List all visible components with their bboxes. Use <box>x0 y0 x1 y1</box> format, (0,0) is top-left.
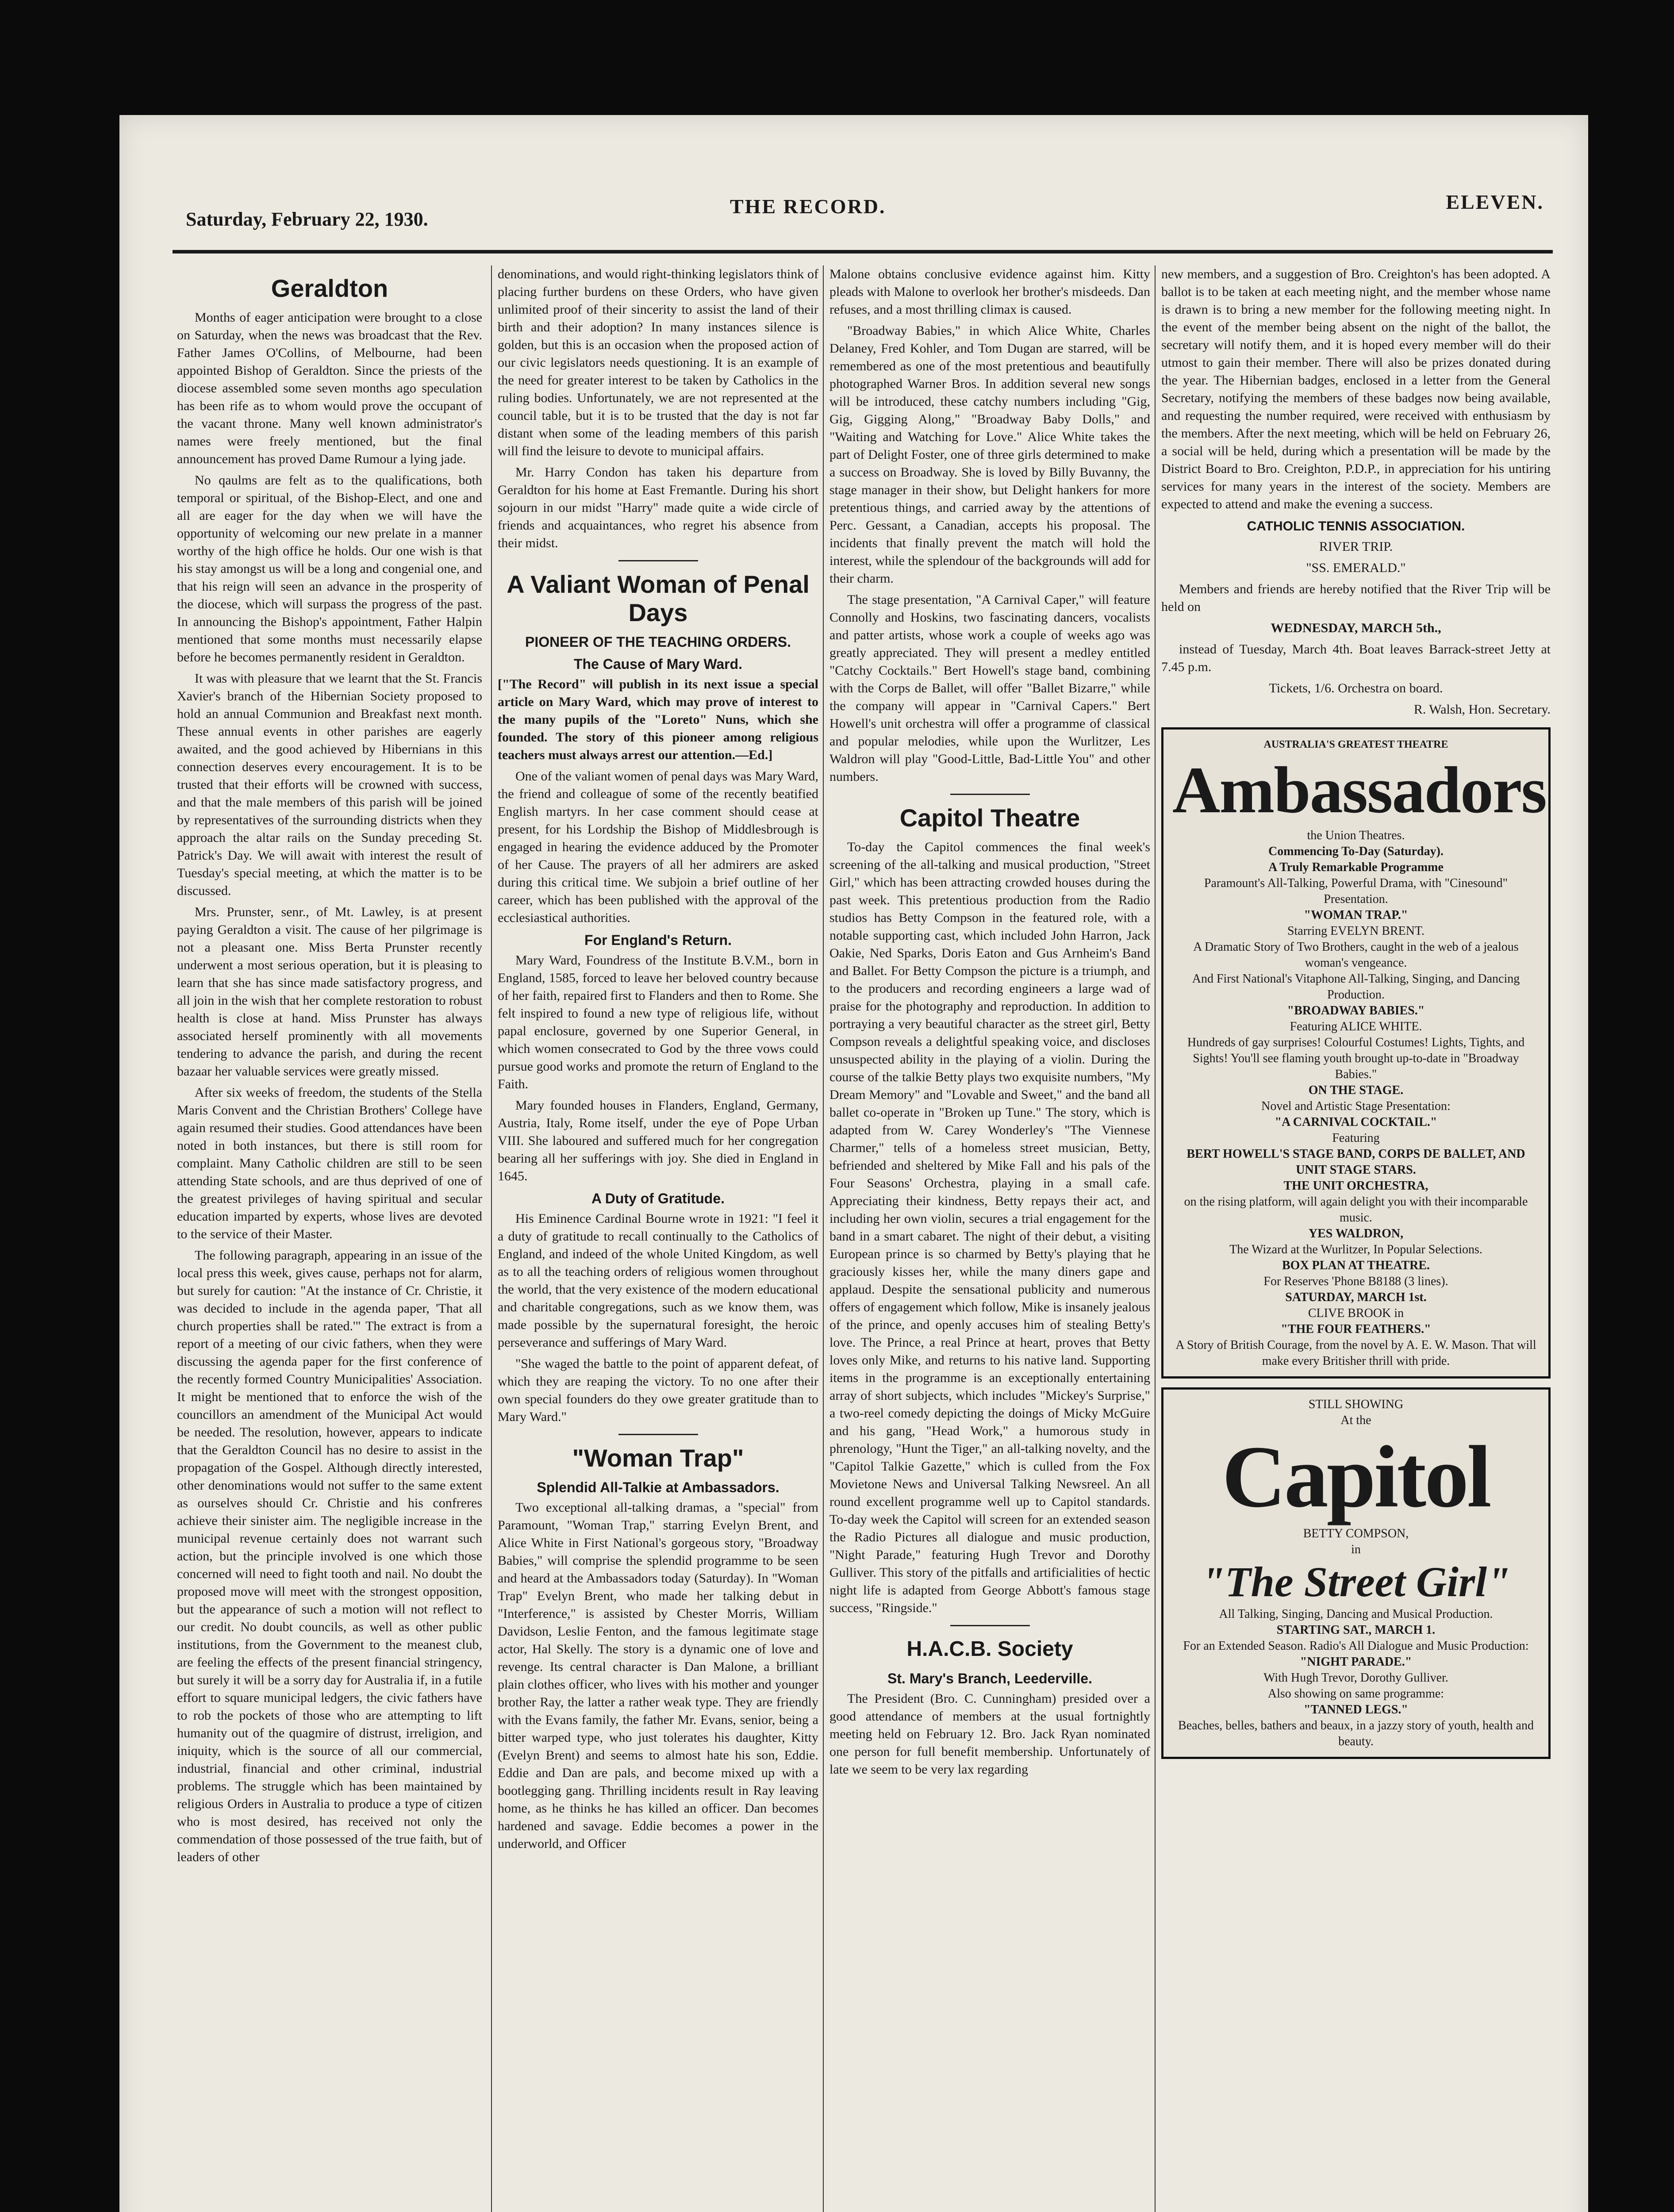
divider <box>950 1625 1030 1626</box>
ad-line: THE UNIT ORCHESTRA, <box>1283 1179 1428 1193</box>
gratitude-heading: A Duty of Gratitude. <box>591 1190 725 1206</box>
tennis-sub1: RIVER TRIP. <box>1319 539 1393 554</box>
capitol-ad <box>1161 1387 1551 1759</box>
street-girl-title: "The Street Girl" <box>1201 1558 1511 1605</box>
column-4 <box>1161 265 1551 1768</box>
geraldton-heading: Geraldton <box>271 274 388 302</box>
hacb-heading: H.A.C.B. Society <box>906 1637 1073 1661</box>
film-title: "TANNED LEGS." <box>1304 1703 1408 1717</box>
article-paragraph: The following paragraph, appearing in an issue of the local press this week, gives cause, perhaps not for alarm, but surely for caution: "At the instance of Cr. Christie, it was decided to include in the agenda paper, 'That all church properties shall be rated.'" The extract is from a report of a meeting of our civic fathers, when they were discussing the agenda paper for the first conference of the recently formed Country Municipalities' Association. It might be mentioned that to enforce the wish of the councillors an amendment of the Municipal Act would be needed. The resolution, however, appears to indicate that the Geraldton Council has no desire to assist in the propagation of the Gospel. Although directly interested, other denominations would not suffer to the same extent as ourselves should Cr. Christie and his confreres achieve their sinister aim. The negligible increase in the municipal revenue certainly does not warrant such action, but the principle involved is one which those concerned will need to fight tooth and nail. No doubt the proposed move will meet with the strongest opposition, but the appearance of such a motion will not reflect to our credit. No doubt councils, as well as other public institutions, from the Government to the meanest club, are feeling the effects of the present financial stringency, but surely it will be a sorry day for Australia if, in a futile effort to square municipal ledgers, the civic fathers have to rob the pockets of those who are attempting to lift humanity out of the quagmire of distrust, irreligion, and iniquity, which is the source of all our commercial, industrial, financial and other criminal, industrial problems. The struggle which has been maintained by religious Orders in Australia to produce a type of citizen who is most desired, has received not only the commendation of those possessed of the true faith, but of leaders of other <box>177 1248 482 1864</box>
ambassadors-name: Ambassadors <box>1172 753 1546 827</box>
ad-line: For an Extended Season. Radio's All Dialogue and Music Production: <box>1183 1639 1529 1653</box>
article-paragraph: Mrs. Prunster, senr., of Mt. Lawley, is at present paying Geraldton a visit. The cause of her pilgrimage is not a pleasant one. Miss Berta Prunster recently underwent a most serious operation, but it is pleasing to learn that she has since made satisfactory progress, and all join in the wish that her complete restoration to robust health is close at hand. Miss Prunster has always associated herself prominently with all movements tendering to advance the parish, and during the recent bazaar her valuable services were greatly missed. <box>177 905 482 1079</box>
article-paragraph: It was with pleasure that we learnt that the St. Francis Xavier's branch of the Hibernian Society proposed to hold an annual Communion and Breakfast next month. These annual events in other parishes are eagerly awaited, and the good achieved by Hibernians in this connection deserves every encouragement. It is to be trusted that their efforts will be crowned with success, and that the male members of this parish will be joined by representatives of the surrounding districts when they approach the altar rails on the Sunday preceding St. Patrick's Day. We will await with interest the result of Tuesday's special meeting, at which the matter is to be discussed. <box>177 671 482 898</box>
return-heading: For England's Return. <box>584 932 732 948</box>
ad-line: Commencing To-Day (Saturday). <box>1268 845 1444 858</box>
column-rule-3 <box>1155 265 1156 2212</box>
article-paragraph: Mr. Harry Condon has taken his departure from Geraldton for his home at East Fremantle. During his short sojourn in our midst "Harry" made quite a wide circle of friends and acquaintances, who regret his absence from their midst. <box>498 465 818 550</box>
ad-line: BOX PLAN AT THEATRE. <box>1282 1259 1430 1272</box>
ad-line: Starring EVELYN BRENT. <box>1287 924 1425 938</box>
ad-line: Paramount's All-Talking, Powerful Drama, with "Cinesound" Presentation. <box>1204 876 1508 906</box>
film-title: "THE FOUR FEATHERS." <box>1281 1322 1431 1336</box>
ad-line: With Hugh Trevor, Dorothy Gulliver. <box>1263 1671 1448 1685</box>
article-paragraph: One of the valiant women of penal days was Mary Ward, the friend and colleague of some of the recently beatified English martyrs. In her case comment should cease at present, for his Lordship the Bishop of Middlesbrough is engaged in hearing the evidence adduced by the Promoter of her Cause. The prayers of all her admirers are asked during this critical time. We subjoin a brief outline of her career, which has been published with the approval of the ecclesiastical authorities. <box>498 769 818 925</box>
article-paragraph: Mary founded houses in Flanders, England, Germany, Austria, Italy, Rome itself, under the eye of Pope Urban VIII. She laboured and suffered much for her congregation bearing all her sufferings with joy. She died in England in 1645. <box>498 1098 818 1183</box>
article-paragraph: His Eminence Cardinal Bourne wrote in 1921: "I feel it a duty of gratitude to recall continually to the Catholics of England, and indeed of the whole United Kingdom, as well as to all the teaching orders of religious women throughout the world, that the very existence of the modern educational and charitable congregations, such as we know them, was made possible by the supernatural foresight, the heroic perseverance and sufferings of Mary Ward. <box>498 1211 818 1350</box>
ad-line: ON THE STAGE. <box>1308 1083 1404 1097</box>
article-paragraph: Malone obtains conclusive evidence against him. Kitty pleads with Malone to overlook her brother's misdeeds. Dan refuses, and a most thrilling climax is caused. <box>829 267 1150 317</box>
divider <box>618 560 698 561</box>
column-rule-2 <box>823 265 824 2212</box>
ad-line: A Story of British Courage, from the novel by A. E. W. Mason. That will make every Britisher thrill with pride. <box>1175 1338 1536 1368</box>
ad-line: The Wizard at the Wurlitzer, In Popular Selections. <box>1229 1243 1482 1256</box>
ad-line: Beaches, belles, bathers and beaux, in a jazzy story of youth, health and beauty. <box>1178 1719 1534 1748</box>
article-paragraph: To-day the Capitol commences the final week's screening of the all-talking and musical production, "Street Girl," which has been attracting crowded houses during the past week. This pretentious production from the Radio studios has Betty Compson in the featured role, with a notable supporting cast, which included John Harron, Jack Oakie, Ned Sparks, Doris Eaton and Gus Arnheim's Band and Ballet. For Betty Compson the picture is a triumph, and to the producers and recording engineers a large wad of praise for the photography and reproduction. In addition to portraying a very beautiful character as the street girl, Betty Compson reveals a delightful speaking voice, and discloses unsuspected ability in the playing of a violin. During the course of the talkie Betty plays two exquisite numbers, "My Dream Memory" and "Lovable and Sweet," and the band all ballet co-operate in "Broken up Tune." The story, which is adapted from W. Carey Wonderley's "The Viennese Charmer," tells of a homeless street musician, Betty, befriended and sheltered by Mike Fall and his pals of the Four Seasons' Orchestra, playing in a small cafe. Appreciating their kindness, Betty repays their act, and including her own violin, secures a trial engagement for the band in a smart cabaret. The night of their debut, a visiting European prince is so charmed by Betty's playing that he graciously kisses her, while the many diners gape and applaud. Despite the sensational publicity and numerous offers of engagement which follow, Mike is insanely jealous of the prince, and openly accuses him of stealing Betty's love. The Prince, a real Prince at heart, proves that Betty loves only Mike, and returns to his native land. Supporting items in the programme is an exceptionally entertaining array of short subjects, which includes "Mickey's Surprise," a two-reel comedy depicting the doings of Micky McGuire and his gang, "Head Work," a humorous study in phrenology, "Hunt the Tiger," an all-talking novelty, and the "Capitol Talkie Gazette," which is culled from the Fox Movietone News and Universal Talking Newsreel. An all round excellent programme well up to Capitol standards. To-day week the Capitol will screen for an extended season the Radio Pictures all dialogue and music production, "Night Parade," featuring Hugh Trevor and Dorothy Gulliver. This story of the pitfalls and artificialities of hectic night life is adapted from George Abbott's famous stage success, "Ringside." <box>829 840 1150 1615</box>
woman-trap-subheading: Splendid All-Talkie at Ambassadors. <box>537 1479 779 1495</box>
ad-line: STARTING SAT., MARCH 1. <box>1276 1623 1436 1637</box>
ad-line: in <box>1351 1543 1361 1556</box>
tennis-text: instead of Tuesday, March 4th. Boat leaves Barrack-street Jetty at 7.45 p.m. <box>1161 642 1551 674</box>
article-paragraph: Months of eager anticipation were brought to a close on Saturday, when the news was broadcast that the Rev. Father James O'Collins, of Melbourne, had been appointed Bishop of Geraldton. Since the priests of the diocese assembled some seven months ago speculation has been rife as to whom would prove the occupant of the vacant throne. Many well known administrator's names were freely mentioned, but the final announcement has proved Dame Rumour a lying jade. <box>177 310 482 466</box>
tennis-date: WEDNESDAY, MARCH 5th., <box>1271 621 1441 635</box>
woman-trap-heading: "Woman Trap" <box>572 1444 744 1472</box>
divider <box>618 1434 698 1435</box>
valiant-heading: A Valiant Woman of Penal Days <box>507 570 810 626</box>
issue-date: Saturday, February 22, 1930. <box>186 208 428 230</box>
ad-line: CLIVE BROOK in <box>1308 1306 1404 1320</box>
column-1 <box>177 265 482 1870</box>
film-title: "NIGHT PARADE." <box>1300 1655 1412 1669</box>
ad-line: Also showing on same programme: <box>1267 1687 1444 1701</box>
article-paragraph: No qaulms are felt as to the qualifications, both temporal or spiritual, of the Bishop-Elect, and one and all are eager for the day when we will have the opportunity of welcoming our new prelate in a manner worthy of the high office he holds. Our one wish is that his stay amongst us will be a long and congenial one, and that his reign will seen an advance in the prosperity of the diocese, which will surpass the progress of the past. In announcing the Bishop's appointment, Father Halpin mentioned that some months must necessarily elapse before he becomes permanently resident in Geraldton. <box>177 473 482 664</box>
article-paragraph: "Broadway Babies," in which Alice White, Charles Delaney, Fred Kohler, and Tom Dugan are starred, will be remembered as one of the most pretentious and beautifully photographed Warner Bros. In addition several new songs will be introduced, these catchy numbers including "Gig, Gig, Gigging Along," "Broadway Baby Dolls," and "Waiting and Watching for Love." Alice White takes the part of Delight Foster, one of three girls determined to make a success on Broadway. She is loved by Billy Buvanny, the stage manager in their show, but Delight hankers for more pretentious things, and carried away by the attentions of Perc. Gessant, a Canadian, accepts his proposal. The incidents that finally prevent the match will hold the interest, while the splendour of the backgrounds will add for their charm. <box>829 323 1150 586</box>
column-2 <box>498 265 818 1856</box>
ambassadors-ad <box>1161 727 1551 1379</box>
tennis-sub2: "SS. EMERALD." <box>1306 561 1406 575</box>
ad-line: SATURDAY, MARCH 1st. <box>1285 1290 1427 1304</box>
ad-line: BETTY COMPSON, <box>1303 1527 1409 1540</box>
ad-line: YES WALDRON, <box>1308 1227 1404 1240</box>
tennis-text: Tickets, 1/6. Orchestra on board. <box>1269 681 1443 695</box>
ad-line: A Truly Remarkable Programme <box>1268 860 1444 874</box>
film-title: "BROADWAY BABIES." <box>1287 1004 1425 1018</box>
ad-banner: AUSTRALIA'S GREATEST THEATRE <box>1263 739 1448 750</box>
ad-line: BERT HOWELL'S STAGE BAND, CORPS DE BALLET, AND UNIT STAGE STARS. <box>1186 1147 1525 1177</box>
ad-line: A Dramatic Story of Two Brothers, caught in the web of a jealous woman's vengeance. <box>1193 940 1519 970</box>
cause-heading: The Cause of Mary Ward. <box>573 656 743 672</box>
ad-line: Featuring <box>1332 1131 1380 1145</box>
ad-line: the Union Theatres. <box>1307 829 1405 842</box>
ad-line: Featuring ALICE WHITE. <box>1290 1020 1422 1033</box>
article-paragraph: "She waged the battle to the point of apparent defeat, of which they are reaping the victory. To no one after their own special founders do they owe greater gratitude than to Mary Ward." <box>498 1356 818 1424</box>
tennis-signature: R. Walsh, Hon. Secretary. <box>1413 702 1551 717</box>
ad-line: For Reserves 'Phone B8188 (3 lines). <box>1263 1275 1448 1288</box>
article-paragraph: The stage presentation, "A Carnival Caper," will feature Connolly and Hoskins, two fascinating dancers, vocalists and patter artists, whose work a couple of weeks ago was greatly appreciated. They will present a medley entitled "Catchy Cocktails." Bert Howell's stage band, combining with the Corps de Ballet, will offer "Ballet Bizarre," while the company will appear in "Carnival Capers." Bert Howell's unit orchestra will offer a programme of classical and popular melodies, while upon the Wurlitzer, Les Waldron will play "Good-Little, Bad-Little You" and other numbers. <box>829 592 1150 784</box>
capitol-name: Capitol <box>1222 1428 1490 1526</box>
masthead-rule <box>173 250 1553 253</box>
hacb-subheading: St. Mary's Branch, Leederville. <box>887 1671 1092 1686</box>
article-paragraph: Mary Ward, Foundress of the Institute B.V.M., born in England, 1585, forced to leave her beloved country because of her faith, repaired first to Flanders and then to Rome. She felt inspired to found a new type of religious life, without papal enclosure, governed by one Superior General, in which women consecrated to God by the three vows could pursue good works and promote the return of England to the Faith. <box>498 953 818 1091</box>
article-paragraph: The President (Bro. C. Cunningham) presided over a good attendance of members at the usual fortnightly meeting held on February 12. Bro. Jack Ryan nominated one person for full benefit membership. Unfortunately of late we seem to be very lax regarding <box>829 1691 1150 1777</box>
ad-line: Hundreds of gay surprises! Colourful Costumes! Lights, Tights, and Sights! You'll see flaming youth brought up-to-date in "Broadway Babies." <box>1187 1036 1525 1081</box>
divider <box>950 794 1030 795</box>
newspaper-title: THE RECORD. <box>730 195 886 218</box>
ad-line: on the rising platform, will again delight you with their incomparable music. <box>1184 1195 1528 1225</box>
valiant-subheading: PIONEER OF THE TEACHING ORDERS. <box>525 634 791 650</box>
column-3 <box>829 265 1150 1782</box>
capitol-theatre-heading: Capitol Theatre <box>899 804 1080 832</box>
article-paragraph: After six weeks of freedom, the students of the Stella Maris Convent and the Christian Brothers' College have again resumed their studies. Good attendances have been noted in both instances, but there is still room for complaint. Many Catholic children are still to be seen attending State schools, and are thus deprived of one of the greatest privileges of having spiritual and secular education imparted by experts, whose lives are devoted to the service of their Master. <box>177 1085 482 1241</box>
article-paragraph: denominations, and would right-thinking legislators think of placing further burdens on these Orders, who have given unlimited proof of their sincerity to assist the land of their birth and their adoption? In many instances silence is golden, but this is an occasion when the proposed action of our civic legislators needs questioning. It is an example of the need for greater interest to be taken by Catholics in the ruling bodies. Unfortunately, we are not represented at the council table, but it is to be trusted that the day is not far distant when some of the leading members of this parish will find the leisure to devote to municipal affairs. <box>498 267 818 458</box>
tennis-text: Members and friends are hereby notified that the River Trip will be held on <box>1161 582 1551 614</box>
ad-line: STILL SHOWING <box>1308 1398 1404 1411</box>
tennis-heading: CATHOLIC TENNIS ASSOCIATION. <box>1247 519 1465 534</box>
column-rule-1 <box>491 265 492 2212</box>
article-paragraph: new members, and a suggestion of Bro. Creighton's has been adopted. A ballot is to be taken at each meeting night, and the member whose name is drawn is to bring a new member for the following meeting night. In the event of the member being absent on the night of the ballot, the secretary will notify them, and it is hoped every member will do their utmost to gain their member. There will also be prizes donated during the year. The Hibernian badges, enclosed in a letter from the General Secretary, notifying the members of these badges now being available, and requesting the number required, were received with enthusiasm by the members. After the next meeting, which will be held on February 26, a social will be held, during which a presentation will be made by the District Board to Bro. Creighton, P.D.P., in appreciation for his untiring services for many years in the interest of the society. Members are expected to attend and make the evening a success. <box>1161 267 1551 511</box>
page-number: ELEVEN. <box>1446 191 1544 213</box>
film-title: "A CARNIVAL COCKTAIL." <box>1275 1115 1437 1129</box>
ad-line: All Talking, Singing, Dancing and Musical Production. <box>1219 1607 1493 1621</box>
ad-line: And First National's Vitaphone All-Talking, Singing, and Dancing Production. <box>1192 972 1520 1002</box>
masthead <box>173 177 1544 257</box>
ad-line: Novel and Artistic Stage Presentation: <box>1261 1099 1451 1113</box>
ad-line: At the <box>1340 1413 1371 1427</box>
editor-note: ["The Record" will publish in its next issue a special article on Mary Ward, which may prove of interest to the many pupils of the "Loreto" Nuns, which she founded. The story of this pioneer among religious teachers must always arrest our attention.—Ed.] <box>498 677 818 762</box>
article-paragraph: Two exceptional all-talking dramas, a "special" from Paramount, "Woman Trap," starring Evelyn Brent, and Alice White in First National's gorgeous story, "Broadway Babies," will comprise the splendid programme to be seen and heard at the Ambassadors today (Saturday). In "Woman Trap" Evelyn Brent, who made her talking debut in "Interference," is assisted by Chester Morris, William Davidson, Leslie Fenton, and the famous legitimate stage actor, Hal Skelly. The story is a dynamic one of love and revenge. Its central character is Dan Malone, a brilliant plain clothes officer, who lives with his mother and younger brother Ray, the latter a rather weak type. They are friendly with the Evans family, the father Mr. Evans, senior, being a bitter warped type, who just tolerates his daughter, Kitty (Evelyn Brent) and seems to almost hate his son, Eddie. Eddie and Dan are pals, and become mixed up with a bootlegging gang. Thrilling incidents result in Ray leaving home, as he thinks he has killed an officer. Dan becomes hardened and savage. Eddie becomes a power in the underworld, and Officer <box>498 1500 818 1851</box>
film-title: "WOMAN TRAP." <box>1304 908 1408 922</box>
